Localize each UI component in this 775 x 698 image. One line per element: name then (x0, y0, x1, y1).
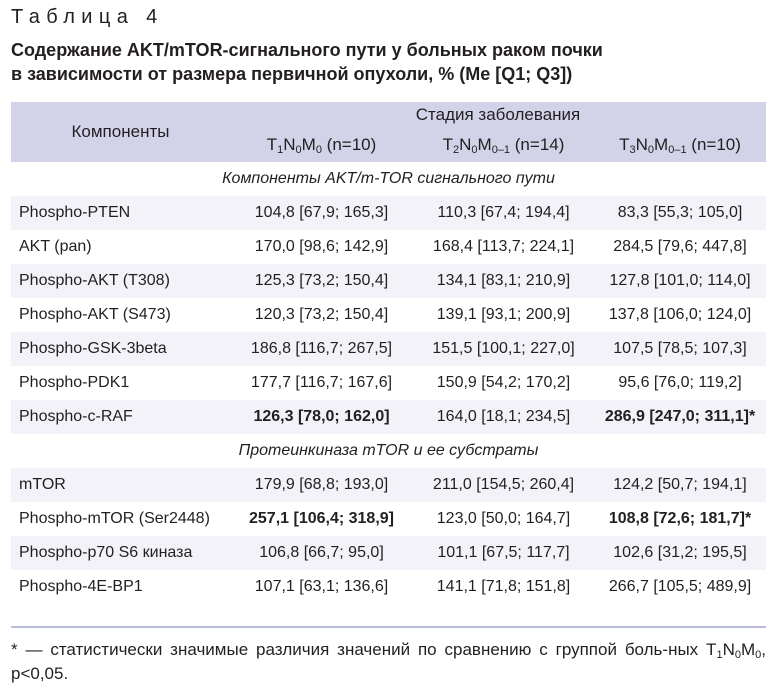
row-value: 170,0 [98,6; 142,9] (230, 230, 413, 264)
table-bottom-rule (11, 626, 766, 628)
table-row (11, 332, 766, 366)
section-title-akt: Компоненты AKT/m-TOR сигнального пути (11, 162, 766, 196)
row-value: 106,8 [66,7; 95,0] (230, 536, 413, 570)
data-table (11, 102, 766, 604)
row-value: 110,3 [67,4; 194,4] (413, 196, 594, 230)
section-title-mtor: Протеинкиназа mTOR и ее субстраты (11, 434, 766, 468)
row-value: 102,6 [31,2; 195,5] (594, 536, 766, 570)
row-value: 151,5 [100,1; 227,0] (413, 332, 594, 366)
row-value-significant: 126,3 [78,0; 162,0] (230, 400, 413, 434)
table-header (11, 102, 766, 162)
caption-line-1: Содержание AKT/mTOR-сигнального пути у больных раком почки (11, 40, 603, 60)
table-row (11, 196, 766, 230)
table-row (11, 400, 766, 434)
table-row (11, 536, 766, 570)
row-value: 123,0 [50,0; 164,7] (413, 502, 594, 536)
row-value: 137,8 [106,0; 124,0] (594, 298, 766, 332)
row-value: 104,8 [67,9; 165,3] (230, 196, 413, 230)
header-group-3: $T_3N_0M_{0-1}$ (n=10) (594, 128, 766, 162)
section-row (11, 434, 766, 468)
footnote-text: * — статистически значимые различия значений по сравнению с группой боль-ных (11, 640, 707, 659)
row-value: 95,6 [76,0; 119,2] (594, 366, 766, 400)
row-value: 168,4 [113,7; 224,1] (413, 230, 594, 264)
row-value: 266,7 [105,5; 489,9] (594, 570, 766, 604)
row-name: Phospho-AKT (S473) (11, 298, 230, 332)
row-name: Phospho-p70 S6 киназа (11, 536, 230, 570)
row-value: 83,3 [55,3; 105,0] (594, 196, 766, 230)
row-value-significant: 108,8 [72,6; 181,7]* (594, 502, 766, 536)
section-row (11, 162, 766, 196)
row-value: 284,5 [79,6; 447,8] (594, 230, 766, 264)
table-row (11, 366, 766, 400)
header-group-1: $T_1N_0M_0$ (n=10) (230, 128, 413, 162)
row-value: 139,1 [93,1; 200,9] (413, 298, 594, 332)
row-value: 179,9 [68,8; 193,0] (230, 468, 413, 502)
row-value: 141,1 [71,8; 151,8] (413, 570, 594, 604)
row-value: 120,3 [73,2; 150,4] (230, 298, 413, 332)
row-name: Phospho-GSK-3beta (11, 332, 230, 366)
header-group-2: $T_2N_0M_{0-1}$ (n=14) (413, 128, 594, 162)
table-row (11, 298, 766, 332)
table-body (11, 162, 766, 604)
row-name: Phospho-c-RAF (11, 400, 230, 434)
row-value-significant: 257,1 [106,4; 318,9] (230, 502, 413, 536)
table-row (11, 230, 766, 264)
row-value: 107,5 [78,5; 107,3] (594, 332, 766, 366)
row-name: Phospho-PTEN (11, 196, 230, 230)
row-name: Phospho-AKT (T308) (11, 264, 230, 298)
row-value-significant: 286,9 [247,0; 311,1]* (594, 400, 766, 434)
row-value: 124,2 [50,7; 194,1] (594, 468, 766, 502)
row-value: 101,1 [67,5; 117,7] (413, 536, 594, 570)
row-value: 177,7 [116,7; 167,6] (230, 366, 413, 400)
header-components: Компоненты (11, 102, 230, 162)
row-value: 125,3 [73,2; 150,4] (230, 264, 413, 298)
row-name: Phospho-mTOR (Ser2448) (11, 502, 230, 536)
table-row (11, 502, 766, 536)
row-value: 150,9 [54,2; 170,2] (413, 366, 594, 400)
caption-line-2: в зависимости от размера первичной опухоли, % (Me [Q1; Q3]) (11, 64, 573, 84)
row-value: 107,1 [63,1; 136,6] (230, 570, 413, 604)
row-value: 164,0 [18,1; 234,5] (413, 400, 594, 434)
row-value: 186,8 [116,7; 267,5] (230, 332, 413, 366)
header-stage: Стадия заболевания (230, 102, 766, 128)
row-value: 134,1 [83,1; 210,9] (413, 264, 594, 298)
table-row (11, 570, 766, 604)
row-value: 211,0 [154,5; 260,4] (413, 468, 594, 502)
table-caption (11, 38, 766, 86)
row-name: AKT (pan) (11, 230, 230, 264)
row-name: Phospho-4E-BP1 (11, 570, 230, 604)
table-row (11, 468, 766, 502)
table-row (11, 264, 766, 298)
row-value: 127,8 [101,0; 114,0] (594, 264, 766, 298)
footnote-tail: , p<0,05. (11, 640, 766, 683)
table-number-label: Таблица 4 (11, 6, 164, 28)
row-name: mTOR (11, 468, 230, 502)
footnote: * — статистически значимые различия значений по сравнению с группой боль-ных $T_1N_0M_0$, p<0,05. (11, 640, 766, 683)
row-name: Phospho-PDK1 (11, 366, 230, 400)
